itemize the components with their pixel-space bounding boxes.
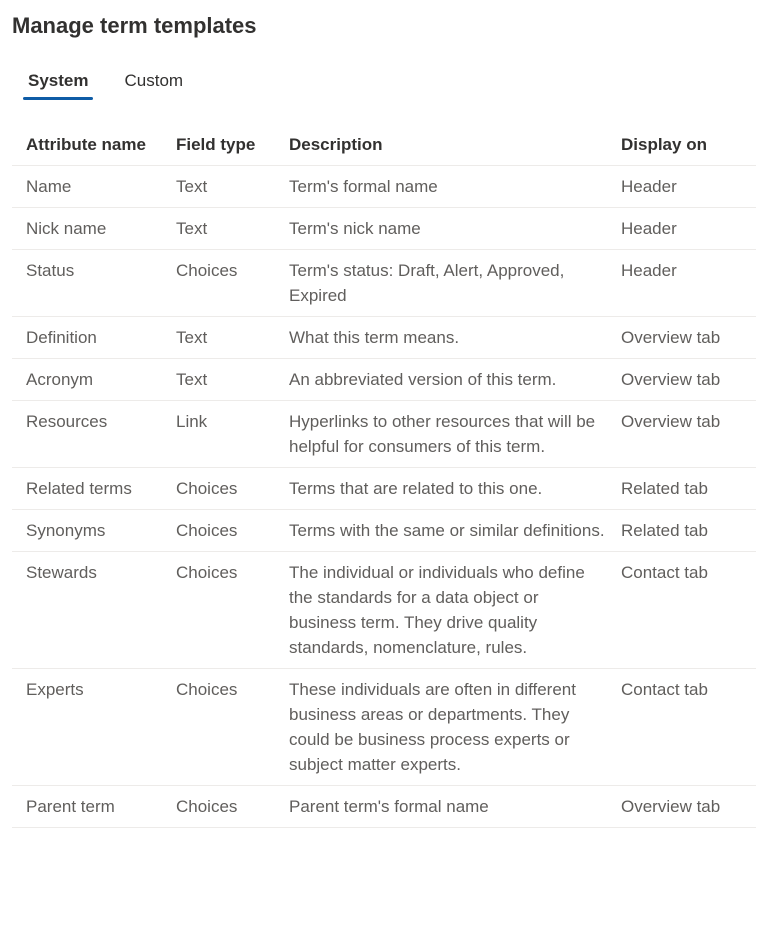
display-on-cell: Contact tab (607, 552, 756, 669)
attribute-name-cell: Stewards (12, 552, 162, 669)
display-on-cell: Related tab (607, 510, 756, 552)
table-row[interactable] (12, 250, 756, 317)
description-cell: The individual or individuals who define the standards for a data object or business term. They drive quality standards, nomenclature, rules. (275, 552, 607, 669)
display-on-cell: Contact tab (607, 669, 756, 786)
table-row[interactable] (12, 468, 756, 510)
attribute-name-cell: Related terms (12, 468, 162, 510)
tab-bar (12, 64, 203, 100)
display-on-cell: Overview tab (607, 359, 756, 401)
description-cell: Parent term's formal name (275, 786, 607, 828)
field-type-cell: Text (162, 317, 275, 359)
field-type-cell: Text (162, 359, 275, 401)
table-row[interactable] (12, 359, 756, 401)
display-on-cell: Related tab (607, 468, 756, 510)
table-row[interactable] (12, 510, 756, 552)
attribute-name-cell: Nick name (12, 208, 162, 250)
attribute-name-cell: Status (12, 250, 162, 317)
description-cell: Term's nick name (275, 208, 607, 250)
field-type-cell: Text (162, 166, 275, 208)
field-type-cell: Choices (162, 669, 275, 786)
display-on-cell: Overview tab (607, 786, 756, 828)
display-on-cell: Header (607, 166, 756, 208)
attribute-name-cell: Parent term (12, 786, 162, 828)
field-type-cell: Choices (162, 468, 275, 510)
description-cell: An abbreviated version of this term. (275, 359, 607, 401)
attribute-name-cell: Acronym (12, 359, 162, 401)
table-body (12, 166, 756, 828)
field-type-cell: Text (162, 208, 275, 250)
attribute-name-cell: Synonyms (12, 510, 162, 552)
attribute-name-cell: Name (12, 166, 162, 208)
tab-system[interactable]: System (12, 64, 104, 100)
attribute-name-cell: Experts (12, 669, 162, 786)
table-row[interactable] (12, 317, 756, 359)
display-on-cell: Overview tab (607, 317, 756, 359)
table-row[interactable] (12, 166, 756, 208)
column-header-display-on[interactable]: Display on (607, 124, 756, 166)
table-row[interactable] (12, 786, 756, 828)
table-header-row (12, 124, 756, 166)
display-on-cell: Overview tab (607, 401, 756, 468)
page-title: Manage term templates (12, 13, 257, 38)
description-cell: Terms with the same or similar definitions. (275, 510, 607, 552)
display-on-cell: Header (607, 250, 756, 317)
table-row[interactable] (12, 669, 756, 786)
term-template-attributes-table (12, 124, 756, 828)
column-header-attribute-name[interactable]: Attribute name (12, 124, 162, 166)
table-row[interactable] (12, 401, 756, 468)
display-on-cell: Header (607, 208, 756, 250)
table-row[interactable] (12, 552, 756, 669)
column-header-field-type[interactable]: Field type (162, 124, 275, 166)
field-type-cell: Choices (162, 250, 275, 317)
attribute-name-cell: Definition (12, 317, 162, 359)
description-cell: Terms that are related to this one. (275, 468, 607, 510)
field-type-cell: Choices (162, 552, 275, 669)
field-type-cell: Choices (162, 510, 275, 552)
column-header-description[interactable]: Description (275, 124, 607, 166)
description-cell: Term's formal name (275, 166, 607, 208)
field-type-cell: Link (162, 401, 275, 468)
description-cell: Term's status: Draft, Alert, Approved, Expired (275, 250, 607, 317)
table-row[interactable] (12, 208, 756, 250)
attribute-name-cell: Resources (12, 401, 162, 468)
field-type-cell: Choices (162, 786, 275, 828)
description-cell: These individuals are often in different business areas or departments. They could be business process experts or subject matter experts. (275, 669, 607, 786)
description-cell: Hyperlinks to other resources that will be helpful for consumers of this term. (275, 401, 607, 468)
tab-custom[interactable]: Custom (124, 71, 184, 90)
description-cell: What this term means. (275, 317, 607, 359)
